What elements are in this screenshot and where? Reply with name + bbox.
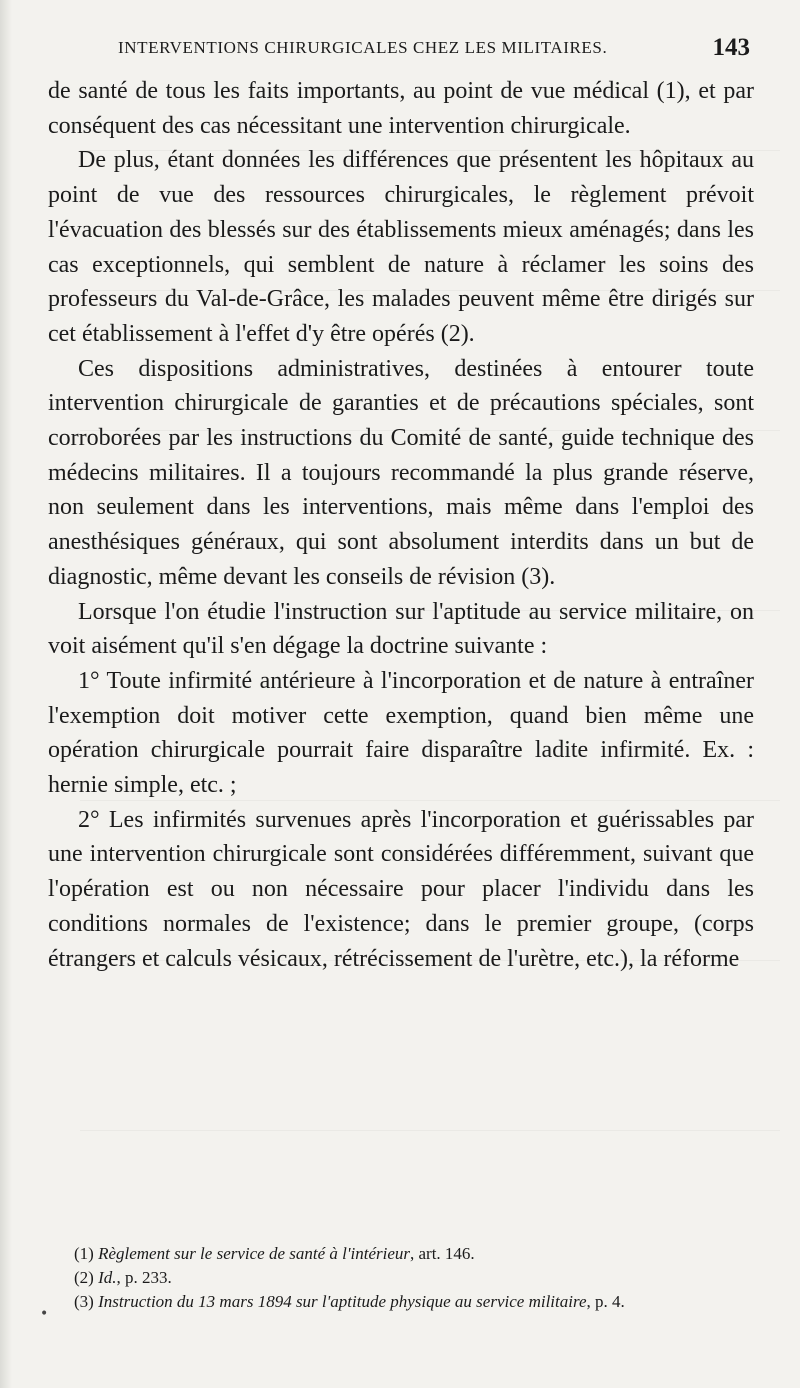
paragraph: Ces dispositions administratives, destinées à entourer toute intervention chirurgicale de garanties et de précautions spéciales, sont corroborées par les instructions du Comité de santé, guide technique des médecins militaires. Il a toujours recommandé la plus grande réserve, non seulement dans les interventions, mais même dans l'emploi des anesthésiques généraux, qui sont absolument interdits dans un but de diagnostic, même devant les conseils de révision (3). <box>48 355 754 590</box>
body-text <box>48 74 754 976</box>
running-header <box>118 36 758 66</box>
footnote-reference: , p. 233. <box>116 1268 172 1287</box>
footnote-title: Instruction du 13 mars 1894 sur l'aptitude physique au service militaire <box>98 1292 587 1311</box>
page-number: 143 <box>712 34 750 61</box>
paragraph-list-item: 1° Toute infirmité antérieure à l'incorporation et de nature à entraîner l'exemption doit motiver cette exemption, quand bien même une opération chirurgicale pourrait faire disparaître ladite infirmité. Ex. : hernie simple, etc. ; <box>48 667 754 799</box>
footnote-title: Règlement sur le service de santé à l'intérieur <box>98 1244 410 1263</box>
footnote-title: Id. <box>98 1268 117 1287</box>
footnote-reference: , p. 4. <box>586 1292 625 1311</box>
footnote <box>74 1266 764 1290</box>
margin-mark: • <box>40 1306 49 1322</box>
footnote <box>74 1290 764 1314</box>
paragraph: Lorsque l'on étudie l'instruction sur l'aptitude au service militaire, on voit aisément qu'il s'en dégage la doctrine suivante : <box>48 598 754 660</box>
footnotes <box>74 1242 764 1314</box>
footnote-reference: , art. 146. <box>410 1244 475 1263</box>
footnote-number: (1) <box>74 1244 94 1263</box>
footnote-number: (3) <box>74 1292 94 1311</box>
footnote <box>74 1242 764 1266</box>
paragraph-list-item: 2° Les infirmités survenues après l'incorporation et guérissables par une intervention chirurgicale sont considérées différemment, suivant que l'opération est ou non nécessaire pour placer l'individu dans les conditions normales de l'existence; dans le premier groupe, (corps étrangers et calculs vésicaux, rétrécissement de l'urètre, etc.), la réforme <box>48 806 754 972</box>
paragraph: de santé de tous les faits importants, au point de vue médical (1), et par conséquent des cas nécessitant une intervention chirurgicale. <box>48 78 754 139</box>
running-header-title: INTERVENTIONS CHIRURGICALES CHEZ LES MILITAIRES. <box>118 38 608 57</box>
paragraph: De plus, étant données les différences que présentent les hôpitaux au point de vue des ressources chirurgicales, le règlement prévoit l'évacuation des blessés sur des établissements mieux aménagés; dans les cas exceptionnels, qui semblent de nature à réclamer les soins des professeurs du Val-de-Grâce, les malades peuvent même être dirigés sur cet établissement à l'effet d'y être opérés (2). <box>48 147 754 347</box>
footnote-number: (2) <box>74 1268 94 1287</box>
bleed-through-line <box>80 1130 780 1131</box>
